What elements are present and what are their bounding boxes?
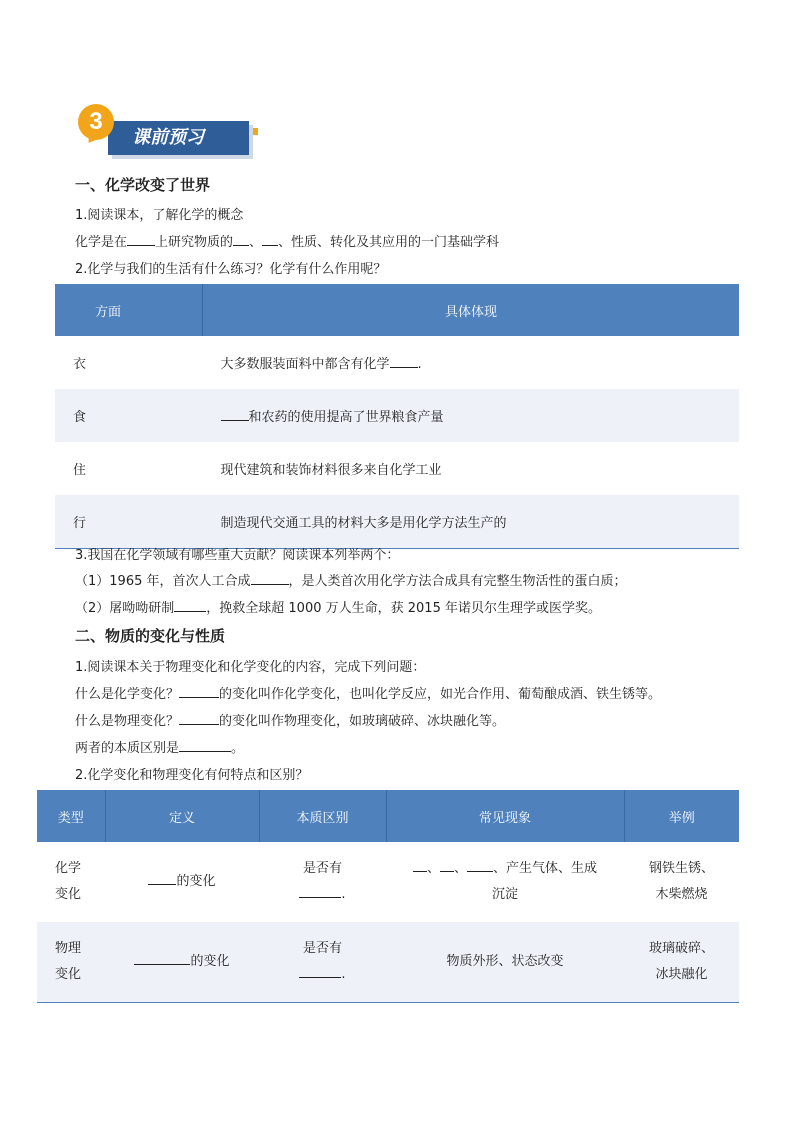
- blank[interactable]: [148, 872, 176, 885]
- essence-cell: 是否有 .: [259, 842, 386, 922]
- detail-cell: 大多数服装面料中都含有化学 .: [220, 357, 422, 372]
- chemical-change-definition: 什么是化学变化？ 的变化叫作化学变化，也叫化学反应，如光合作用、葡萄酿成酒、铁生锈等。: [75, 687, 662, 702]
- blank[interactable]: [390, 355, 418, 368]
- phenomenon-cell: 、 、 、产生气体、生成 沉淀: [386, 842, 624, 922]
- column-header: 方面: [55, 284, 203, 336]
- type-cell: 物理 变化: [37, 922, 105, 1003]
- contribution-1: （1）1965 年，首次人工合成 ，是人类首次用化学方法合成具有完整生物活性的蛋白质；: [75, 574, 627, 589]
- column-header: 类型: [37, 790, 105, 842]
- blank[interactable]: [179, 685, 219, 698]
- aspect-cell: 行: [55, 495, 203, 549]
- table-row: [55, 495, 739, 549]
- blank[interactable]: [127, 233, 155, 246]
- aspect-cell: 食: [55, 389, 203, 442]
- chemistry-concept: 化学是在 上研究物质的 、 、性质、转化及其应用的一门基础学科: [75, 235, 500, 250]
- blank[interactable]: [299, 885, 341, 898]
- blank[interactable]: [262, 233, 278, 246]
- definition-cell: 的变化: [105, 922, 259, 1003]
- type-cell: 化学 变化: [55, 861, 82, 902]
- part2-q2: 2.化学变化和物理变化有何特点和区别？: [75, 768, 309, 783]
- column-header: 常见现象: [386, 790, 624, 842]
- change-comparison-table: [37, 790, 739, 1003]
- decorative-square: [251, 128, 258, 135]
- section-number-badge: 3: [78, 104, 114, 140]
- physical-change-definition: 什么是物理变化？ 的变化叫作物理变化，如玻璃破碎、冰块融化等。: [75, 714, 506, 729]
- blank[interactable]: [179, 712, 219, 725]
- example-cell: 玻璃破碎、 冰块融化: [624, 922, 739, 1003]
- example-cell: 钢铁生锈、 木柴燃烧: [648, 861, 714, 902]
- table-row: [55, 442, 739, 495]
- detail-cell: 制造现代交通工具的材料大多是用化学方法生产的: [203, 495, 740, 549]
- column-header: 举例: [624, 790, 739, 842]
- blank[interactable]: [179, 739, 231, 752]
- part2-heading: 二、物质的变化与性质: [75, 627, 226, 645]
- aspect-cell: 衣: [73, 357, 87, 372]
- table-row: [37, 842, 739, 922]
- aspect-cell: 住: [73, 463, 87, 478]
- part1-heading: 一、化学改变了世界: [75, 176, 211, 194]
- part1-q2: 2.化学与我们的生活有什么练习？化学有什么作用呢？: [75, 262, 387, 277]
- part2-q1: 1.阅读课本关于物理变化和化学变化的内容，完成下列问题：: [75, 660, 426, 675]
- part1-q3: 3.我国在化学领域有哪些重大贡献？阅读课本列举两个：: [75, 548, 400, 563]
- table-row: [37, 922, 739, 1003]
- detail-cell: 和农药的使用提高了世界粮食产量: [203, 389, 740, 442]
- blank[interactable]: [134, 952, 190, 965]
- detail-cell: 现代建筑和装饰材料很多来自化学工业: [220, 463, 442, 478]
- blank[interactable]: [299, 965, 341, 978]
- blank[interactable]: [251, 572, 289, 585]
- life-aspects-table: [55, 284, 739, 549]
- phenomenon-cell: 物质外形、状态改变: [386, 922, 624, 1003]
- column-header: 本质区别: [259, 790, 386, 842]
- essential-difference: 两者的本质区别是 。: [75, 741, 245, 756]
- contribution-2: （2）屠呦呦研制 ，挽救全球超 1000 万人生命，获 2015 年诺贝尔生理学或医学奖。: [75, 601, 601, 616]
- blank[interactable]: [174, 599, 206, 612]
- column-header: 定义: [105, 790, 259, 842]
- blank[interactable]: [467, 859, 493, 872]
- blank[interactable]: [221, 408, 249, 421]
- essence-cell: 是否有 .: [259, 922, 386, 1003]
- table-header-row: [37, 790, 739, 842]
- section-title: 课前预习: [132, 127, 204, 148]
- blank[interactable]: [233, 233, 249, 246]
- definition-cell: 的变化: [105, 842, 259, 922]
- table-row: [55, 389, 739, 442]
- blank[interactable]: [440, 859, 454, 872]
- blank[interactable]: [413, 859, 427, 872]
- part1-q1: 1.阅读课本，了解化学的概念: [75, 208, 244, 223]
- table-row: [55, 336, 739, 389]
- table-header-row: [55, 284, 739, 336]
- column-header: 具体体现: [203, 284, 740, 336]
